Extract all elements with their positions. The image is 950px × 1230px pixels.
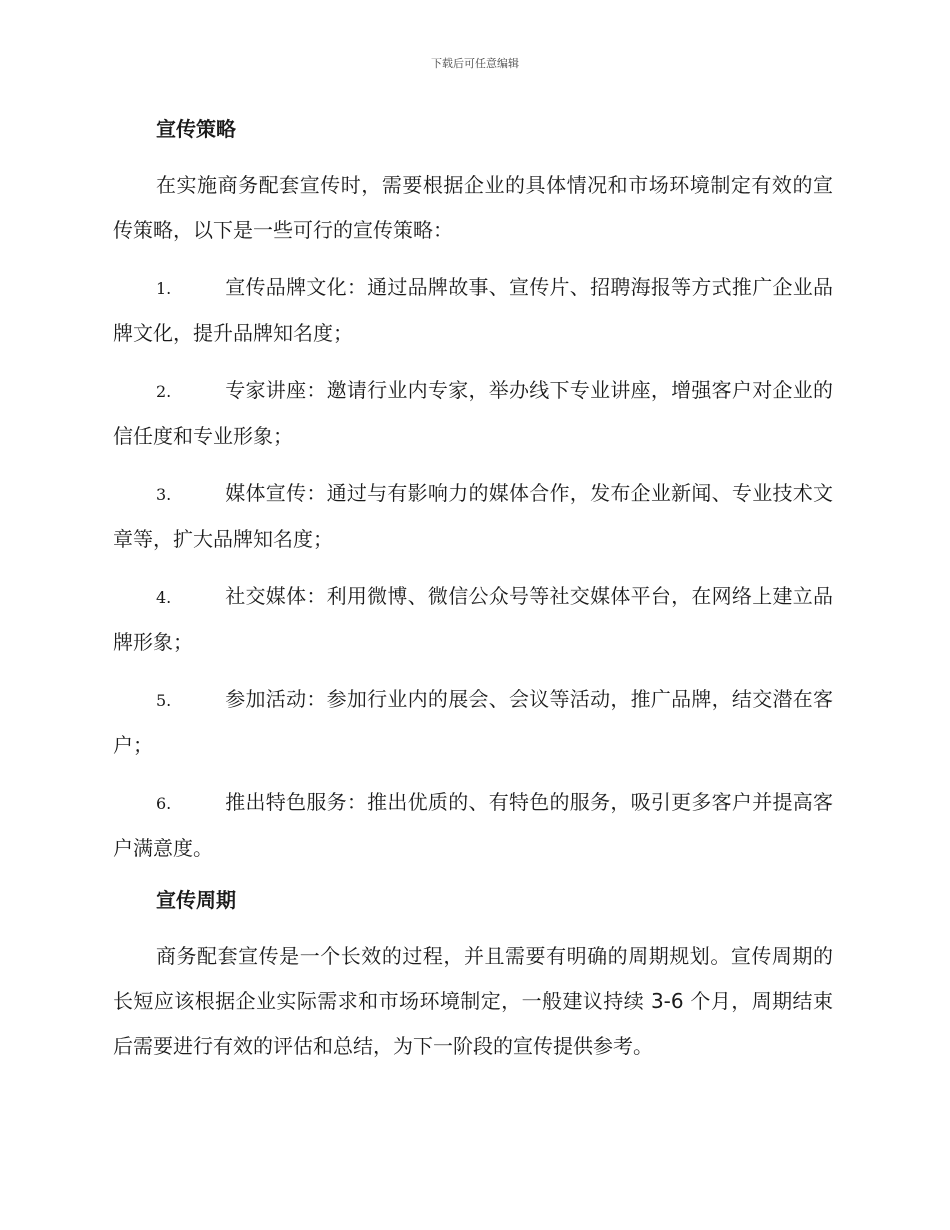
list-item-text: 宣传品牌文化：通过品牌故事、宣传片、招聘海报等方式推广企业品牌文化，提升品牌知名度； <box>113 275 833 345</box>
list-item-number: 5. <box>156 691 172 710</box>
list-item <box>113 471 833 562</box>
list-item-text: 参加活动：参加行业内的展会、会议等活动，推广品牌，结交潜在客户； <box>113 687 833 757</box>
document-body <box>113 112 833 1081</box>
list-item-number: 6. <box>156 794 172 813</box>
list-item <box>113 265 833 356</box>
list-item-text: 媒体宣传：通过与有影响力的媒体合作，发布企业新闻、专业技术文章等，扩大品牌知名度； <box>113 481 833 551</box>
list-item-number: 3. <box>156 485 172 504</box>
section-heading-cycle: 宣传周期 <box>156 888 236 912</box>
section-heading-strategy: 宣传策略 <box>156 117 236 141</box>
list-item-number: 4. <box>156 588 172 607</box>
list-item <box>113 574 833 665</box>
strategy-intro: 在实施商务配套宣传时，需要根据企业的具体情况和市场环境制定有效的宣传策略，以下是一些可行的宣传策略： <box>113 173 833 242</box>
list-item <box>113 368 833 459</box>
list-item-text: 专家讲座：邀请行业内专家，举办线下专业讲座，增强客户对企业的信任度和专业形象； <box>113 378 833 448</box>
list-item-number: 2. <box>156 382 172 401</box>
list-item-number: 1. <box>156 279 172 298</box>
cycle-body: 商务配套宣传是一个长效的过程，并且需要有明确的周期规划。宣传周期的长短应该根据企业实际需求和市场环境制定，一般建议持续 3-6 个月，周期结束后需要进行有效的评估和总结，为下一阶段的宣传提供参考。 <box>113 944 833 1058</box>
list-item <box>113 677 833 768</box>
list-item-text: 社交媒体：利用微博、微信公众号等社交媒体平台，在网络上建立品牌形象； <box>113 584 833 654</box>
page-header: 下载后可任意编辑 <box>431 57 519 70</box>
list-item <box>113 780 833 871</box>
list-item-text: 推出特色服务：推出优质的、有特色的服务，吸引更多客户并提高客户满意度。 <box>113 790 833 860</box>
